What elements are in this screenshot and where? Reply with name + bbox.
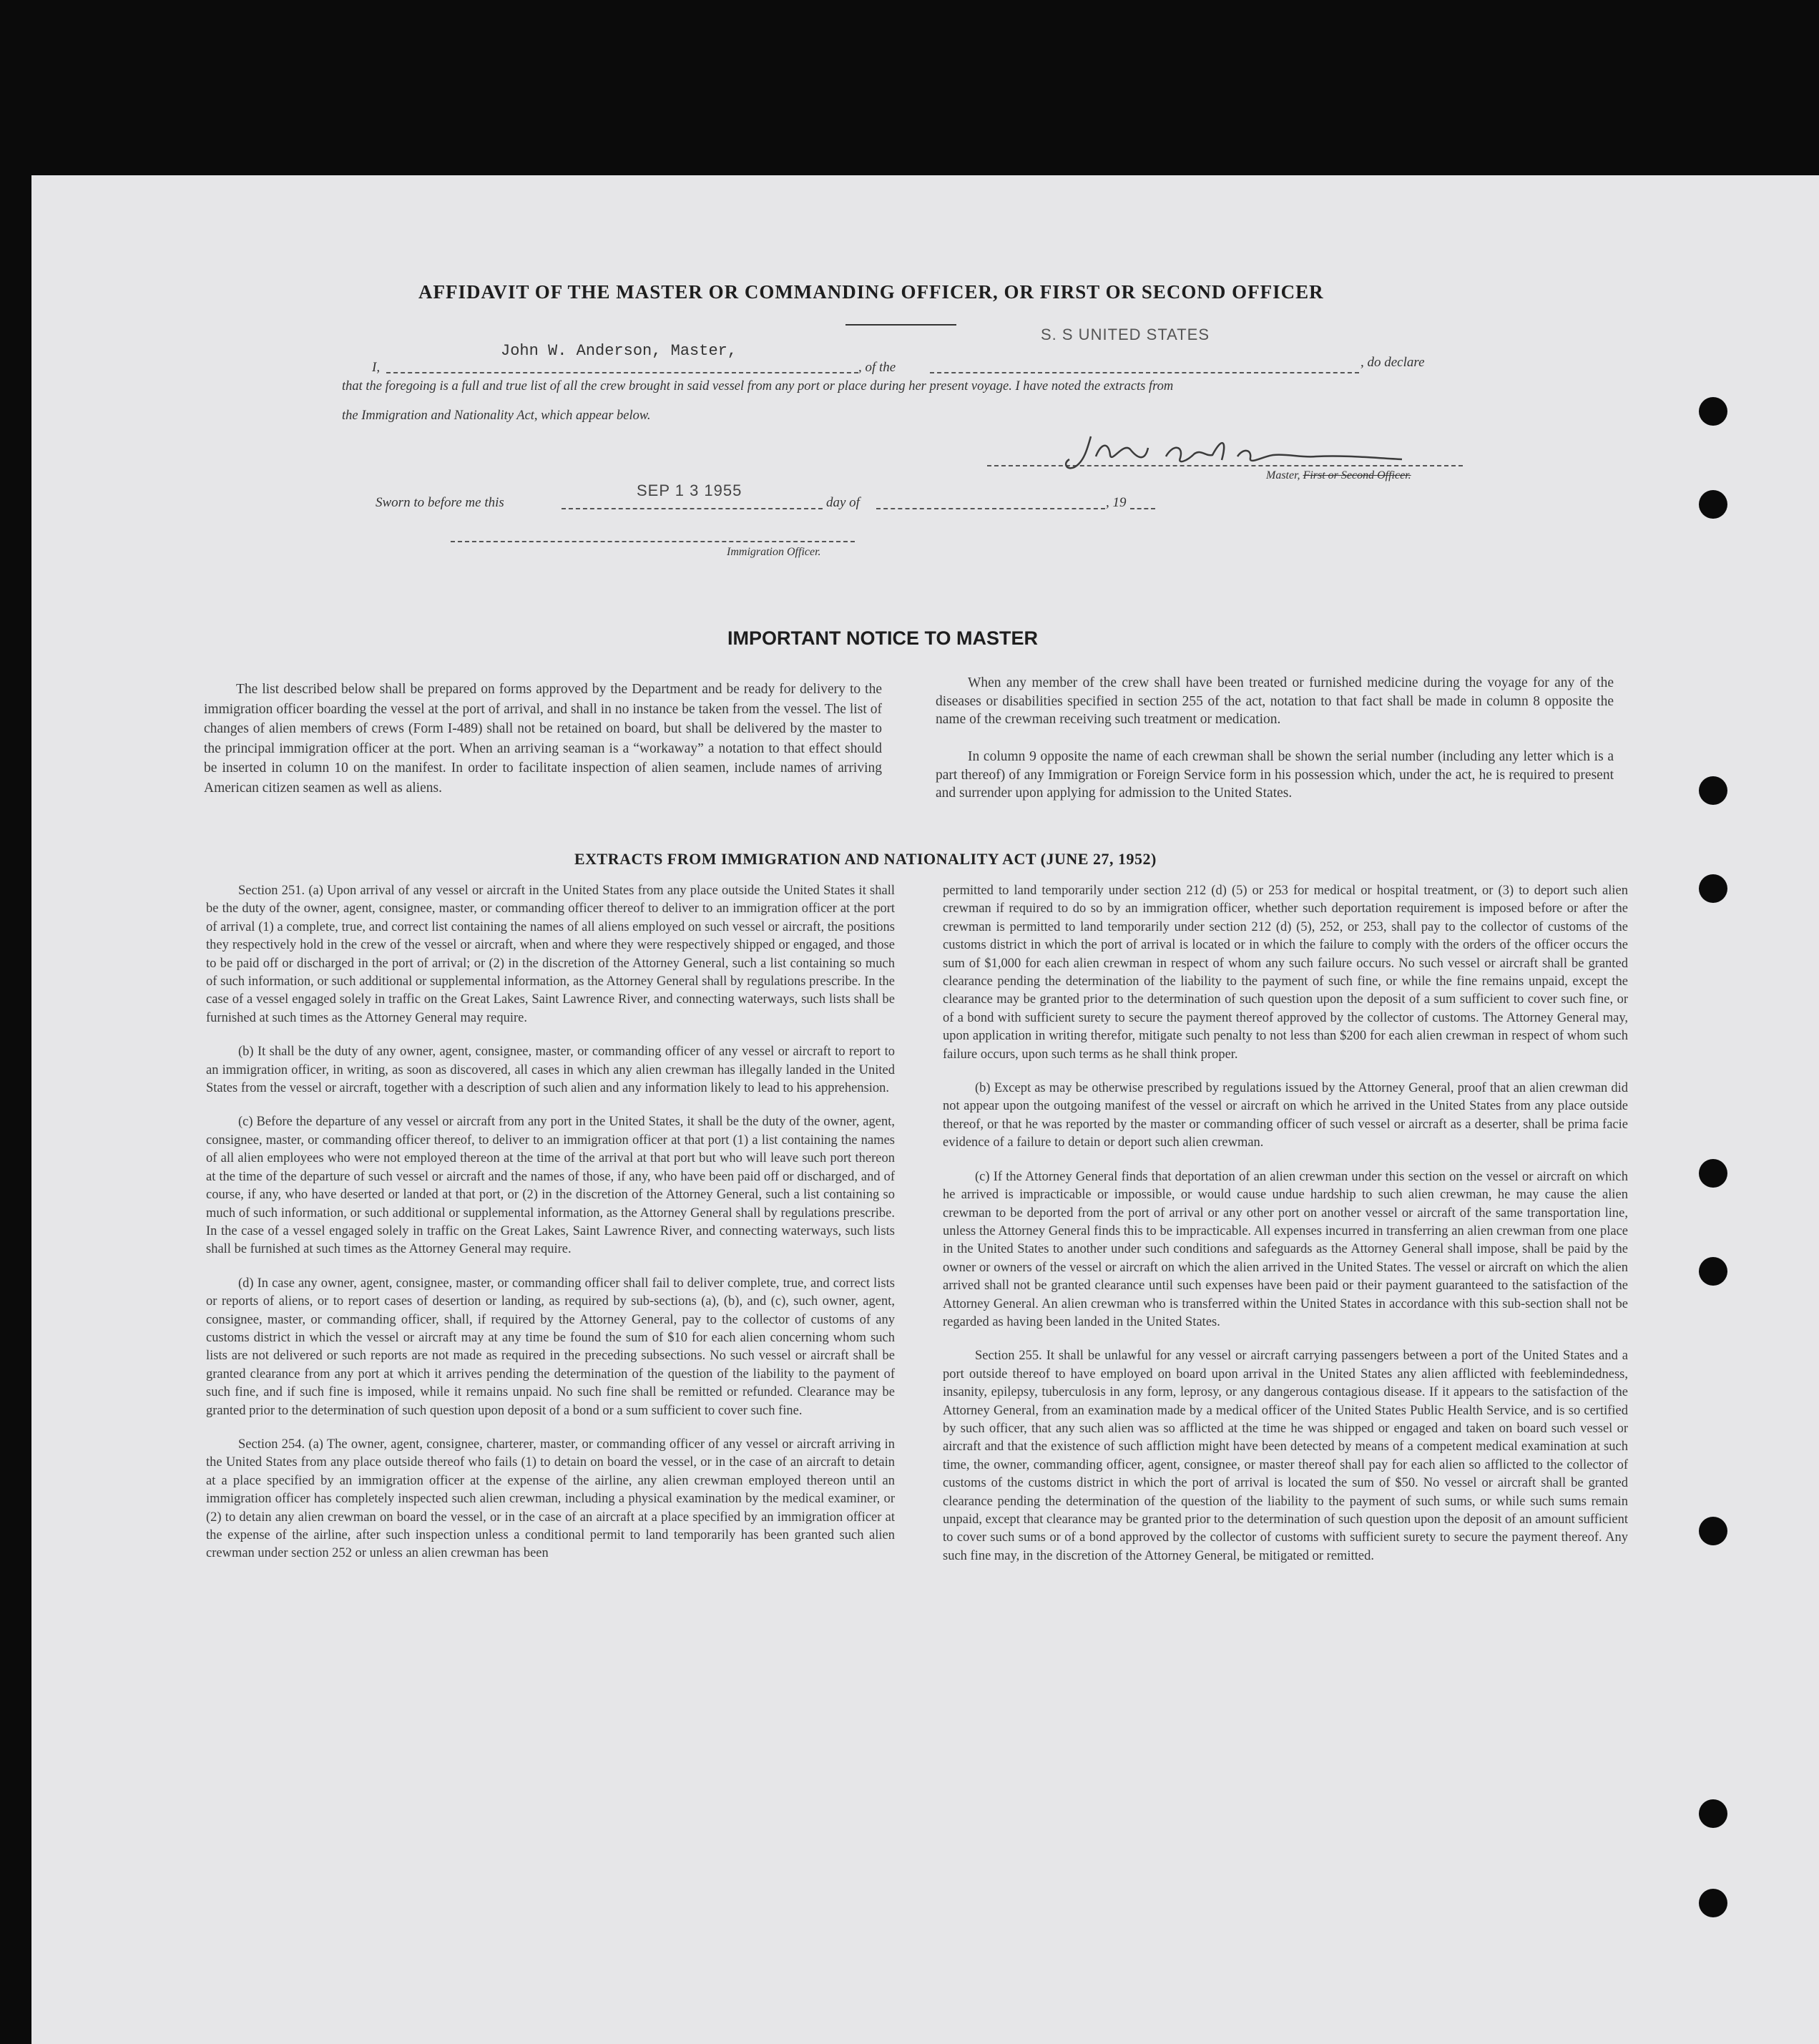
declaration-line-2: the Immigration and Nationality Act, which appear below. [342, 409, 651, 423]
officer-caption: Immigration Officer. [727, 546, 821, 558]
binder-hole [1699, 1257, 1727, 1286]
notice-left-paragraph: The list described below shall be prepared on forms approved by the Department and be ready for delivery to the immigration officer boarding the vessel at the port of arrival, and shall in no instance be taken from the vessel. The list of changes of alien members of crews (Form I-489) shall not be retained on board, but shall be delivered by the master to the principal immigration officer at the port. When an arriving seaman is a “workaway” a notation to that effect should be inserted in column 10 on the manifest. In order to facilitate inspection of alien seamen, include names of arriving American citizen seamen as well as aliens. [204, 682, 882, 796]
day-of-label: day of [826, 495, 860, 510]
section-251-d: (d) In case any owner, agent, consignee, master, or commanding officer shall fail to deliver complete, true, and correct lists or reports of aliens, or to report cases of desertion or landing, as required by sub-sections (a), (b), and (c), such owner, agent, consignee, master, or commanding officer, shall, if required by the Attorney General, pay to the collector of customs of any customs district in which the vessel or aircraft may at any time be found the sum of $10 for each alien concerning whom such lists are not delivered or such reports are not made as required in the preceding subsections. No such vessel or aircraft shall be granted clearance from any port at which it arrives pending the determination of the question of the liability to the payment of such fine, and if such fine is imposed, while it remains unpaid. No such fine shall be remitted or refunded. Clearance may be granted prior to the determination of such question upon deposit of a bond or a sum sufficient to cover such fine. [206, 1276, 895, 1418]
vessel-line [930, 372, 1359, 373]
binder-hole [1699, 1517, 1727, 1545]
year-prefix: , 19 [1106, 495, 1127, 510]
binder-hole [1699, 1799, 1727, 1828]
section-254-a: Section 254. (a) The owner, agent, consignee, charterer, master, or commanding officer of any vessel or aircraft arriving in the United States from any place outside thereof who fails (1) to detain on board the vessel, or in the case of an aircraft to detain at a place specified by an immigration officer at the expense of the airline, any alien crewman employed thereon until an immigration officer has completely inspected such alien crewman, including a physical examination by the medical examiner, or (2) to detain any alien crewman on board the vessel, or in the case of an aircraft at a place specified by an immigration officer at the expense of the airline, after such inspection unless a conditional permit to land temporarily has been granted such alien crewman under section 252 or unless an alien crewman has been [206, 1437, 895, 1561]
name-line [386, 372, 858, 373]
extracts-right-column [943, 882, 1628, 1581]
i-label: I, [372, 360, 381, 375]
section-255: Section 255. It shall be unlawful for any vessel or aircraft carrying passengers between a port of the United States and a port outside thereof to have employed on board upon arrival in the United States any alien afflicted with feeblemindedness, insanity, epilepsy, tuberculosis in any form, leprosy, or any dangerous contagious disease. If it appears to the satisfaction of the Attorney General, from an examination made by a medical officer of the United States Public Health Service, and is so certified by such officer, that any such alien was so afflicted at the time he was shipped or engaged and taken on board such vessel or aircraft and that the existence of such affliction might have been detected by means of a competent medical examination at such time, the owner, commanding officer, agent, consignee, or master thereof shall pay for each alien so afflicted to the collector of customs of the customs district in which the port of arrival is located the sum of $50. No vessel or aircraft shall be granted clearance pending the determination of the question of the liability to the payment of such sums, or while such sums remain unpaid, except that clearance may be granted prior to the determination of such question upon the deposit of an amount sufficient to cover such sums or of a bond approved by the collector of customs with sufficient surety to secure the payment thereof. Any such fine may, in the discretion of the Attorney General, be mitigated or remitted. [943, 1349, 1628, 1563]
affidavit-title: AFFIDAVIT OF THE MASTER OR COMMANDING OFFICER, OR FIRST OR SECOND OFFICER [418, 281, 1324, 303]
binder-hole [1699, 490, 1727, 519]
binder-hole [1699, 776, 1727, 805]
binder-hole [1699, 874, 1727, 903]
section-251-b: (b) It shall be the duty of any owner, agent, consignee, master, or commanding officer of any vessel or aircraft to report to an immigration officer, in writing, as soon as discovered, all cases in which any alien crewman has illegally landed in the United States from the vessel or aircraft, together with a description of such alien and any information likely to lead to his apprehension. [206, 1045, 895, 1096]
binder-hole [1699, 397, 1727, 426]
title-underline [845, 324, 956, 326]
date-stamp: SEP 1 3 1955 [637, 481, 742, 499]
sworn-label: Sworn to before me this [376, 495, 504, 510]
section-251-c: (c) Before the departure of any vessel or aircraft from any port in the United States, it shall be the duty of the owner, agent, consignee, master, or commanding officer thereof, to deliver to an immigration officer at that port (1) a list containing the names of all alien employees who were not employed thereon at the time of the arrival at that port but who will leave such port thereon at the time of the departure of such vessel or aircraft and the names of those, if any, who have been paid off or discharged, and of course, if any, who have deserted or landed at that port, or (2) in the discretion of the Attorney General, such a list containing so much of such information, or such additional or supplemental information, as the Attorney General shall by regulations prescribe. In the case of a vessel engaged solely in traffic on the Great Lakes, Saint Lawrence River, and connecting waterways, such lists shall be furnished at such times as the Attorney General may require. [206, 1115, 895, 1257]
section-254-b: (b) Except as may be otherwise prescribed by regulations issued by the Attorney General, proof that an alien crewman did not appear upon the outgoing manifest of the vessel or aircraft on which he arrived in the United States from any place outside thereof, or that he was reported by the master or commanding officer of such vessel or aircraft as a deserter, shall be prima facie evidence of a failure to detain or deport such alien crewman. [943, 1081, 1628, 1150]
signer-caption: Master, First or Second Officer. [1266, 469, 1411, 481]
year-line [1130, 508, 1155, 509]
section-254-a-continued: permitted to land temporarily under section 212 (d) (5) or 253 for medical or hospital treatment, or (3) to deport such alien crewman if required to do so by an immigration officer, whether such deportation requirement is imposed before or after the crewman is permitted to land temporarily under section 212 (d) (5), 252, or 253, shall pay to the collector of customs of the customs district in which the port of arrival is located or in which the failure to comply with the orders of the officer occurs the sum of $1,000 for each alien crewman in respect of whom any such failure occurs. No such vessel or aircraft shall be granted clearance pending the determination of the liability to the payment of such fine, or while the fine remains unpaid, except the clearance may be granted prior to the determination of such question upon the deposit of a sum sufficient to cover such fine, or of a bond with sufficient surety to secure the payment thereof approved by the collector of customs. The Attorney General may, upon application in writing therefor, mitigate such penalty to not less than $200 for each alien crewman in respect of whom such failure occurs, upon such terms as he shall think proper. [943, 884, 1628, 1062]
section-254-c: (c) If the Attorney General finds that deportation of an alien crewman under this section on the vessel or aircraft on which he arrived is impracticable or impossible, or would cause undue hardship to such alien crewman, he may cause the alien crewman to be deported from the port of arrival or any other port on another vessel or aircraft of the same transportation line, unless the Attorney General finds this to be impracticable. All expenses incurred in transferring an alien crewman from one place in the United States to another under such conditions and safeguards as the Attorney General shall impose, shall be paid by the owner or owners of the vessel or aircraft on which the alien arrived in the United States. The vessel or aircraft on which the alien arrived shall not be granted clearance until such expenses have been paid or their payment guaranteed to the satisfaction of the Attorney General. An alien crewman who is transferred within the United States in accordance with this sub-section shall not be regarded as having been landed in the United States. [943, 1169, 1628, 1329]
officer-signature-line [451, 541, 855, 542]
do-declare: , do declare [1360, 355, 1425, 370]
binder-hole [1699, 1159, 1727, 1188]
section-251-a: Section 251. (a) Upon arrival of any vessel or aircraft in the United States from any place outside the United States it shall be the duty of the owner, agent, consignee, master, or commanding officer thereof to deliver to an immigration officer at the port of arrival (1) a complete, true, and correct list containing the names of all aliens employed on such vessel or aircraft, the positions they respectively hold in the crew of the vessel or aircraft, when and where they were respectively shipped or engaged, and those to be paid off or discharged in the port of arrival; or (2) in the discretion of the Attorney General, such a list containing so much of such information, or such additional or supplemental information, as the Attorney General shall by regulations prescribe. In the case of a vessel engaged solely in traffic on the Great Lakes, Saint Lawrence River, and connecting waterways, such lists shall be furnished at such times as the Attorney General may require. [206, 884, 895, 1025]
extracts-heading: EXTRACTS FROM IMMIGRATION AND NATIONALITY ACT (JUNE 27, 1952) [574, 850, 1157, 868]
declaration-line-1: that the foregoing is a full and true list of all the crew brought in said vessel from any port or place during her present voyage. I have noted the extracts from [342, 379, 1174, 393]
name-value: John W. Anderson, Master, [501, 342, 737, 360]
of-the-label: , of the [858, 360, 896, 375]
notice-right-paragraph-2: In column 9 opposite the name of each crewman shall be shown the serial number (including any letter which is a part thereof) of any Immigration or Foreign Service form in his possession which, under the act, he is required to present and surrender upon applying for admission to the United States. [936, 749, 1614, 801]
vessel-value: S. S UNITED STATES [1041, 326, 1210, 343]
notice-heading: IMPORTANT NOTICE TO MASTER [727, 627, 1038, 649]
binder-hole [1699, 1889, 1727, 1917]
notice-right-paragraph-1: When any member of the crew shall have been treated or furnished medicine during the voyage for any of the diseases or disabilities specified in section 255 of the act, notation to that fact shall be made in column 8 opposite the name of the crewman receiving such treatment or medication. [936, 675, 1614, 727]
month-line [876, 508, 1105, 509]
extracts-left-column [206, 882, 895, 1579]
sworn-day-line [562, 508, 823, 509]
